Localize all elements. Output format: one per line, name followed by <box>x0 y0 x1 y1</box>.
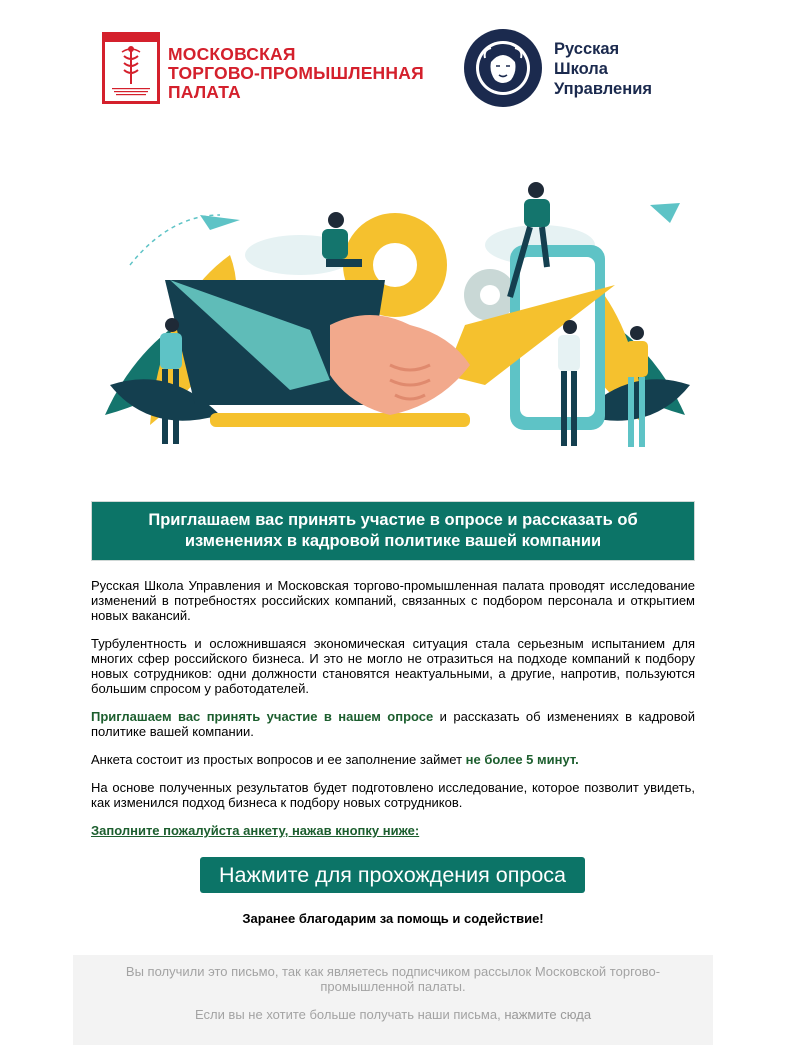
footer-unsubscribe <box>113 1007 673 1022</box>
headline-banner <box>91 501 695 561</box>
duration-highlight: не более 5 минут. <box>465 752 579 767</box>
survey-button[interactable]: Нажмите для прохождения опроса <box>200 857 585 893</box>
rsu-logo[interactable] <box>463 28 673 110</box>
mtpp-logo-line: ПАЛАТА <box>168 82 241 102</box>
body-text: и рассказать об изменениях в кадровой политике вашей компании. <box>91 709 695 739</box>
fill-form-link[interactable]: Заполните пожалуйста анкету, нажав кнопку ниже: <box>91 823 420 838</box>
unsubscribe-link[interactable]: нажмите сюда <box>504 1007 592 1022</box>
body-paragraph: Русская Школа Управления и Московская торгово-промышленная палата проводят исследование изменений в потребностях российских компаний, связанных с подбором персонала и открытием новых вакансий. <box>91 578 695 623</box>
email-body <box>91 578 695 851</box>
body-paragraph: Турбулентность и осложнившаяся экономическая ситуация стала серьезным испытанием для многих сфер российского бизнеса. И это не могло не отразиться на подходе компаний к подбору новых сотрудников: одни должности становятся неактуальными, а другие, напротив, пользуются большим спросом у работодателей. <box>91 636 695 696</box>
handshake-illustration <box>90 175 700 465</box>
footer-subscription-note: Вы получили это письмо, так как являетесь подписчиком рассылок Московской торгово-промышленной палаты. <box>125 964 661 994</box>
mtpp-logo-line: МОСКОВСКАЯ <box>168 44 296 64</box>
rsu-logo-line: Управления <box>554 80 652 98</box>
body-paragraph <box>91 823 695 838</box>
mtpp-logo-line: ТОРГОВО-ПРОМЫШЛЕННАЯ <box>168 63 424 83</box>
footer-unsubscribe-text: Если вы не хотите больше получать наши письма, <box>194 1007 505 1022</box>
thanks-text: Заранее благодарим за помощь и содействие! <box>242 911 544 926</box>
body-paragraph <box>91 752 695 767</box>
rsu-lion-seal-icon <box>463 28 543 108</box>
body-text: Анкета состоит из простых вопросов и ее заполнение займет <box>91 752 466 767</box>
footer <box>73 955 713 1045</box>
survey-invite-link[interactable]: Приглашаем вас принять участие в нашем опросе <box>91 709 434 724</box>
rsu-logo-line: Школа <box>554 60 608 78</box>
rsu-logo-text <box>554 39 652 99</box>
header-logos <box>0 0 785 130</box>
mtpp-logo[interactable] <box>102 32 432 104</box>
rsu-logo-line: Русская <box>554 40 620 58</box>
body-paragraph <box>91 709 695 739</box>
headline-text: Приглашаем вас принять участие в опросе и рассказать об изменениях в кадровой политике вашей компании <box>148 511 638 550</box>
mtpp-logo-text <box>168 45 424 102</box>
body-paragraph: На основе полученных результатов будет подготовлено исследование, которое позволит увидеть, как изменился подход бизнеса к подбору новых сотрудников. <box>91 780 695 810</box>
mtpp-emblem-icon <box>102 32 160 104</box>
